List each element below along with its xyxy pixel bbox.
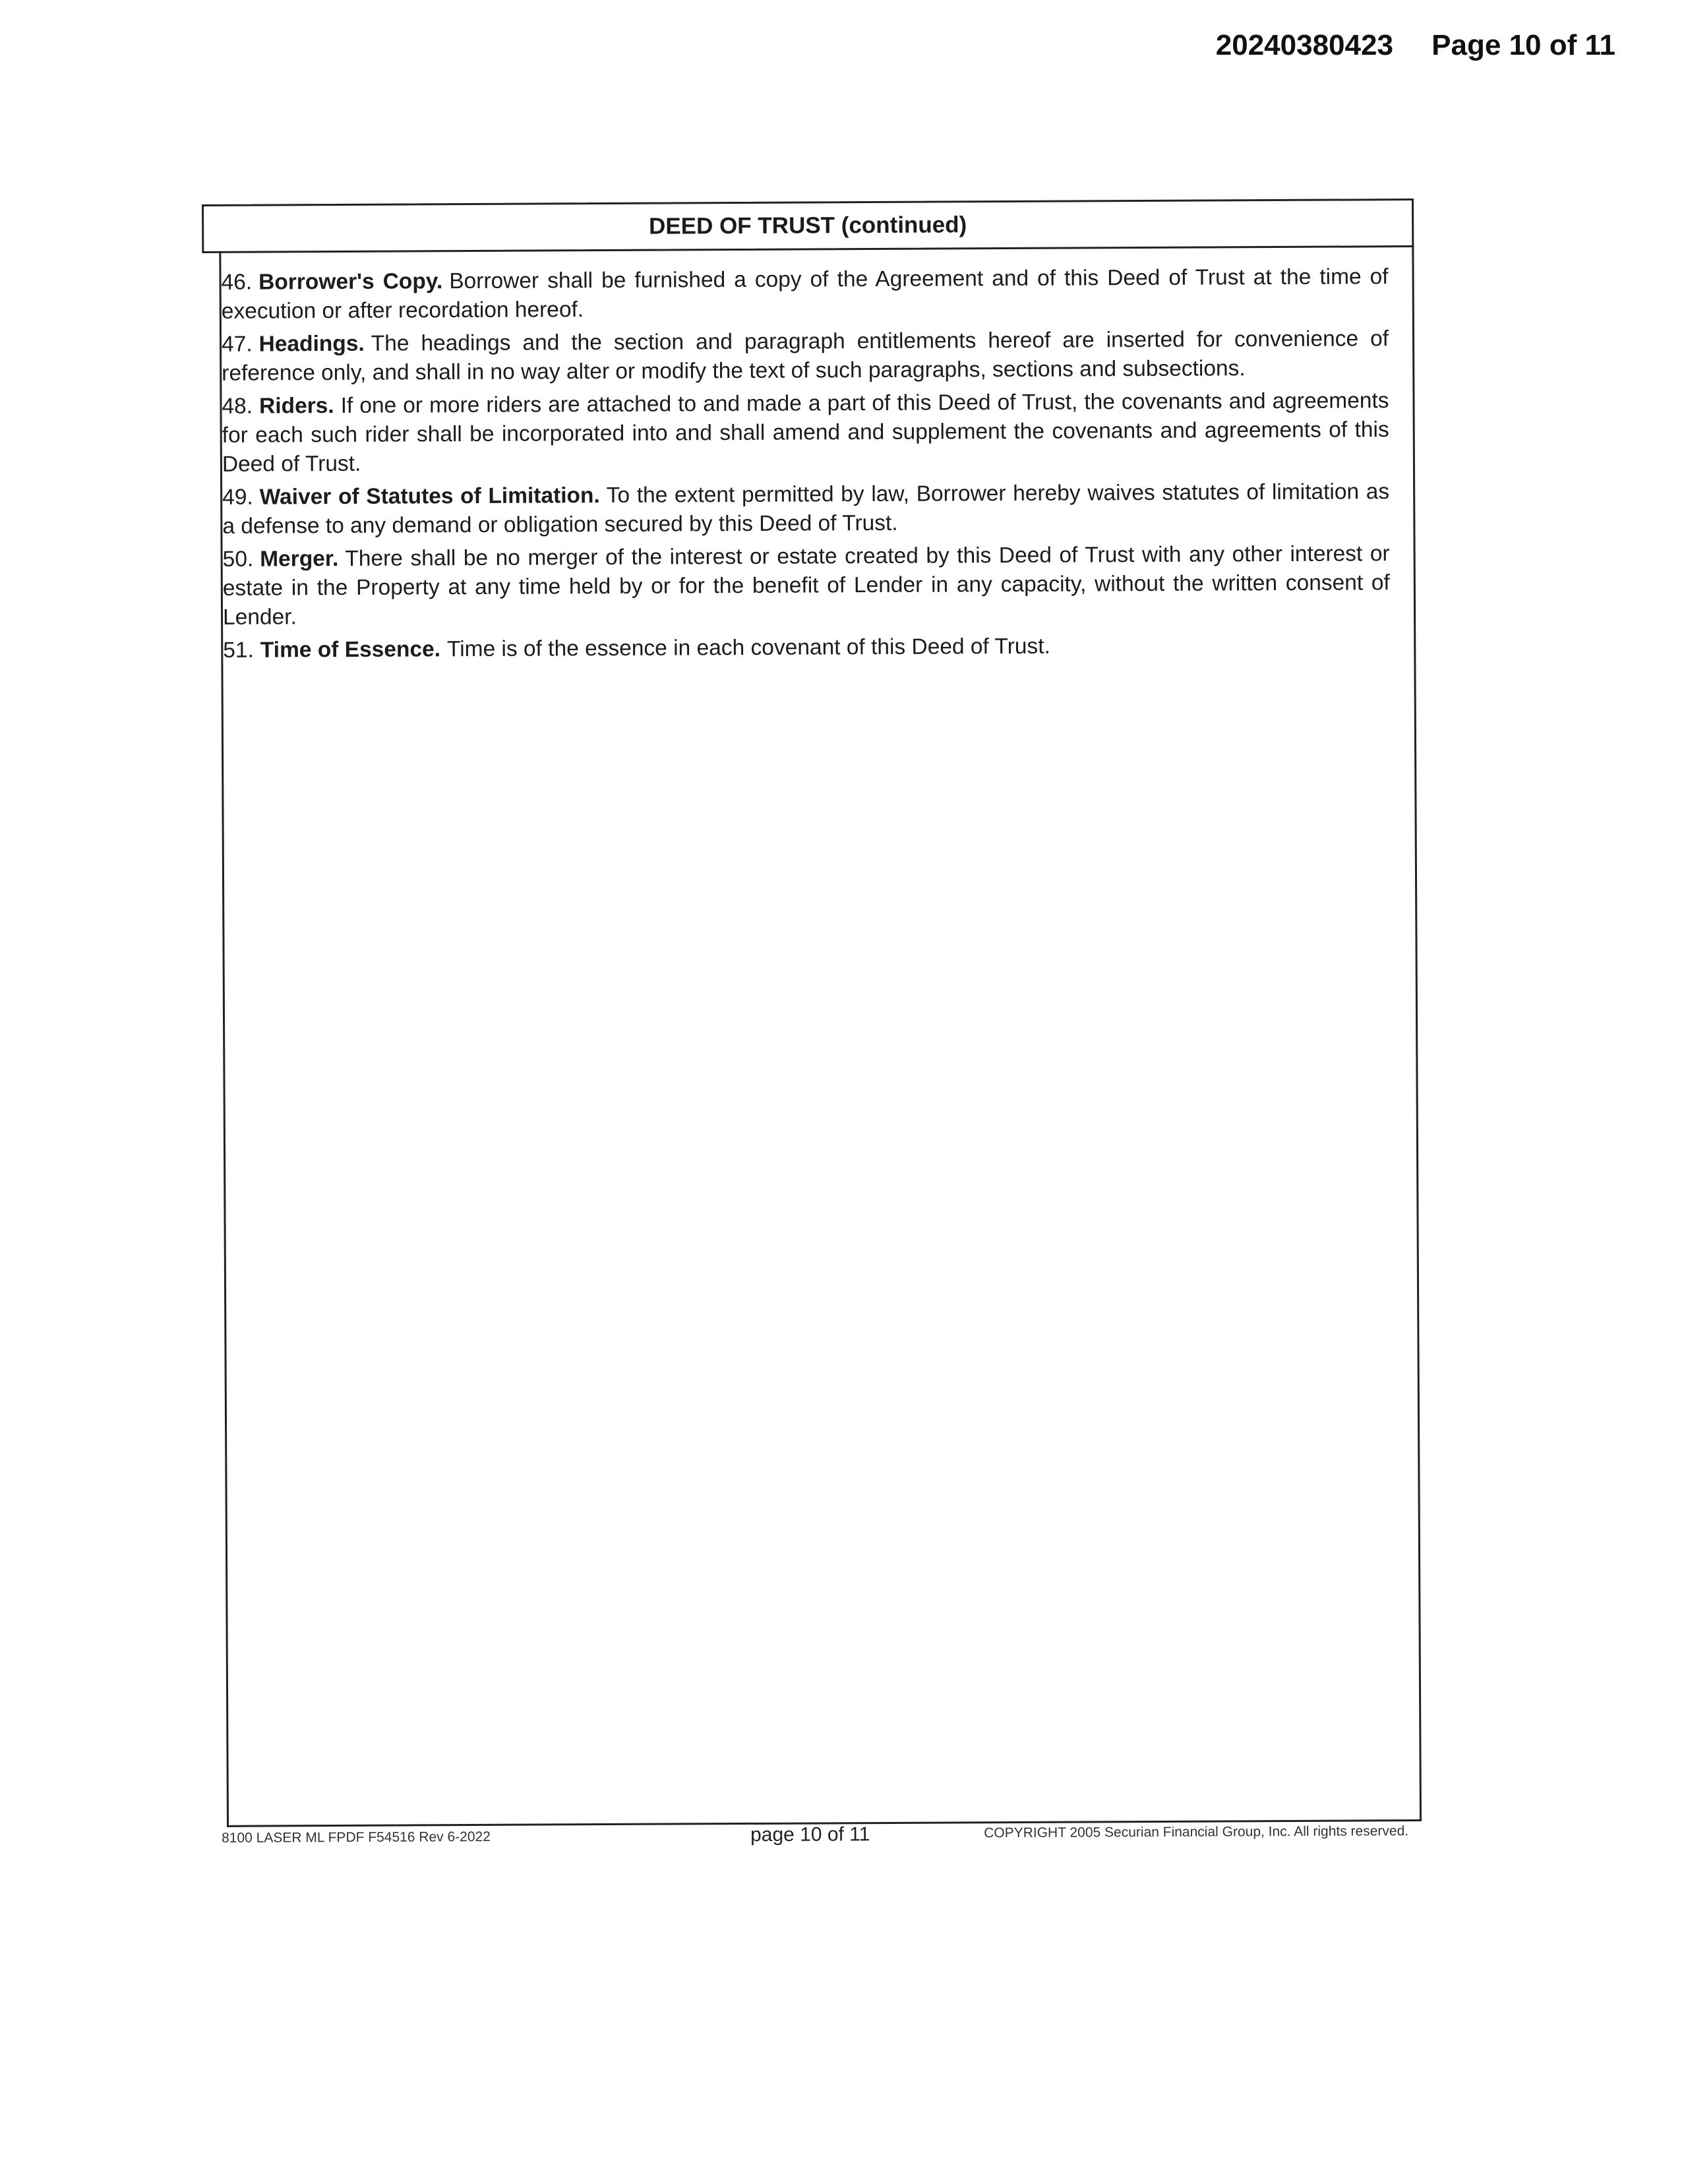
clause-51 [223,630,1390,665]
clause-number: 48. [222,394,253,419]
page-indicator: Page 10 of 11 [1432,29,1615,61]
form-footer [219,1819,1412,1852]
clause-heading: Riders. [258,394,334,419]
clause-heading: Time of Essence. [260,637,441,663]
clause-47 [222,324,1389,388]
deed-of-trust-form [202,198,1420,1827]
clause-text: There shall be no merger of the interest or estate created by this Deed of Trust with any other interest or estate in the Property at any time held by or for the benefit of Lender in any capacity, without the written consent of Lender. [222,541,1390,630]
copyright-notice: COPYRIGHT 2005 Securian Financial Group, Inc. All rights reserved. [984,1823,1409,1841]
clause-heading: Waiver of Statutes of Limitation. [259,483,600,510]
clause-number: 50. [222,547,254,572]
recording-number: 20240380423 [1215,29,1393,61]
clause-number: 47. [221,332,253,357]
clause-text: If one or more riders are attached to and made a part of this Deed of Trust, the covenants and agreements for each such rider shall be incorporated into and shall amend and supplement the covenants and agreements of this Deed of Trust. [222,388,1389,477]
clause-number: 51. [223,638,254,663]
clause-heading: Borrower's Copy. [258,269,443,295]
clause-number: 46. [221,270,253,295]
clause-heading: Merger. [260,546,339,572]
clause-48 [222,386,1389,479]
clause-text: Borrower shall be furnished a copy of the Agreement and of this Deed of Trust at the time of execution or after recordation hereof. [221,264,1389,324]
clause-49 [222,477,1389,541]
clause-heading: Headings. [258,331,365,357]
clause-list [221,262,1390,669]
form-identifier: 8100 LASER ML FPDF F54516 Rev 6-2022 [222,1829,491,1846]
clause-text: The headings and the section and paragraph entitlements hereof are inserted for convenience of reference only, and shall in no way alter or modify the text of such paragraphs, sections and subsections. [222,326,1389,386]
clause-50 [223,539,1391,632]
clauses-box [219,245,1422,1827]
clause-text: Time is of the essence in each covenant of this Deed of Trust. [446,634,1050,662]
clause-number: 49. [222,485,253,510]
footer-page-number: page 10 of 11 [750,1823,870,1846]
document-title: DEED OF TRUST (continued) [202,198,1414,253]
page-header [1216,29,1615,62]
clause-46 [221,262,1388,326]
clause-text: To the extent permitted by law, Borrower hereby waives statutes of limitation as a defense to any demand or obligation secured by this Deed of Trust. [222,479,1390,539]
